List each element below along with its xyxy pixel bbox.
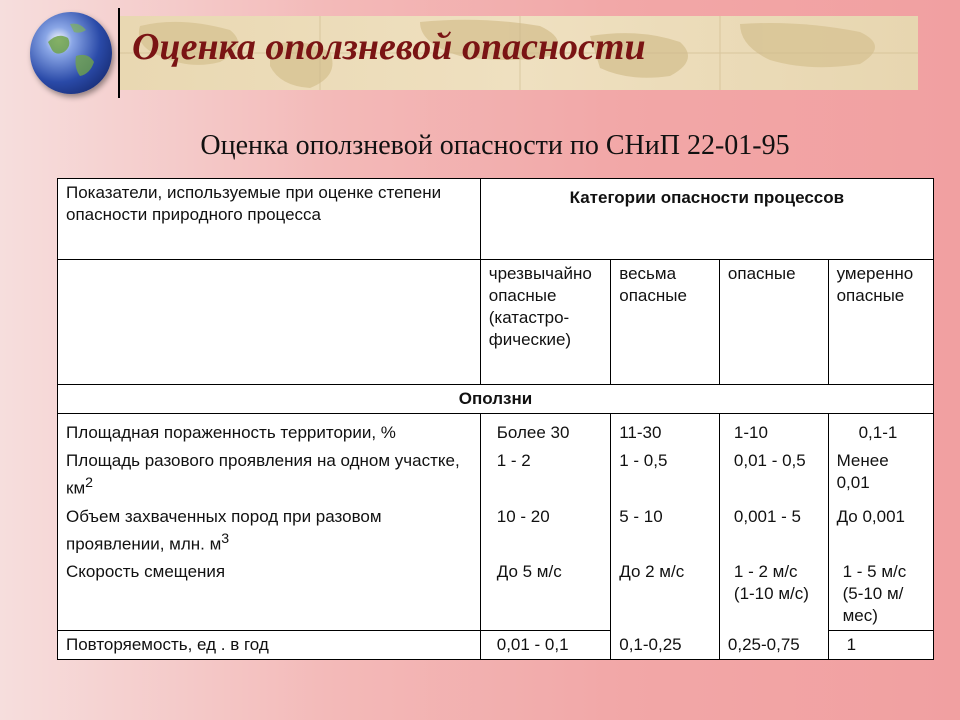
table-header-row — [58, 179, 934, 260]
unit-superscript: 2 — [85, 475, 93, 491]
indicator-header: Показатели, используемые при оценке степени опасности природного процесса — [58, 179, 481, 260]
page-title: Оценка оползневой опасности — [132, 26, 646, 68]
value-cell: До 5 м/с — [480, 558, 611, 631]
value-cell: До 2 м/с — [611, 558, 720, 631]
table-row — [58, 558, 934, 631]
value-cell: Более 30 — [480, 414, 611, 448]
table-row — [58, 414, 934, 448]
value-cell: 0,01 - 0,1 — [480, 631, 611, 660]
globe-icon — [30, 12, 112, 94]
category-row — [58, 260, 934, 385]
indicator-cell — [58, 447, 481, 503]
indicator-cell: Повторяемость, ед . в год — [58, 631, 481, 660]
indicator-cell — [58, 503, 481, 559]
value-cell: 0,25-0,75 — [719, 631, 828, 660]
value-cell: 5 - 10 — [611, 503, 720, 559]
value-cell: 0,1-0,25 — [611, 631, 720, 660]
value-cell: 1 - 0,5 — [611, 447, 720, 503]
indicator-text: Площадь разового проявления на одном участке, км — [66, 451, 460, 498]
hazard-table — [57, 178, 934, 660]
value-cell: 1-10 — [719, 414, 828, 448]
value-cell: 10 - 20 — [480, 503, 611, 559]
table-row — [58, 447, 934, 503]
section-row — [58, 385, 934, 414]
table-subtitle: Оценка оползневой опасности по СНиП 22-01-95 — [200, 130, 790, 161]
indicator-text: Объем захваченных пород при разовом проявлении, млн. м — [66, 506, 382, 554]
table-row — [58, 631, 934, 660]
indicator-cell: Площадная пораженность территории, % — [58, 414, 481, 448]
value-cell: 11-30 — [611, 414, 720, 448]
category-catastrophic: чрезвычайно опасные (катастро-фические) — [480, 260, 611, 385]
value-cell: 0,01 - 0,5 — [719, 447, 828, 503]
category-moderate: умеренно опасные — [828, 260, 933, 385]
globe-logo — [30, 12, 112, 94]
value-cell: 1 — [828, 631, 933, 660]
category-dangerous: опасные — [719, 260, 828, 385]
value-cell: 1 - 2 м/с (1-10 м/с) — [719, 558, 828, 631]
table-row — [58, 503, 934, 559]
empty-cell — [58, 260, 481, 385]
value-cell: 1 - 5 м/с (5-10 м/мес) — [828, 558, 933, 631]
section-title: Оползни — [58, 385, 934, 414]
indicator-cell: Скорость смещения — [58, 558, 481, 631]
value-cell: До 0,001 — [828, 503, 933, 559]
value-cell: 1 - 2 — [480, 447, 611, 503]
category-very-dangerous: весьма опасные — [611, 260, 720, 385]
categories-header: Категории опасности процессов — [480, 179, 933, 260]
value-cell: 0,1-1 — [828, 414, 933, 448]
unit-superscript: 3 — [221, 530, 230, 547]
value-cell: Менее 0,01 — [828, 447, 933, 503]
value-cell: 0,001 - 5 — [719, 503, 828, 559]
